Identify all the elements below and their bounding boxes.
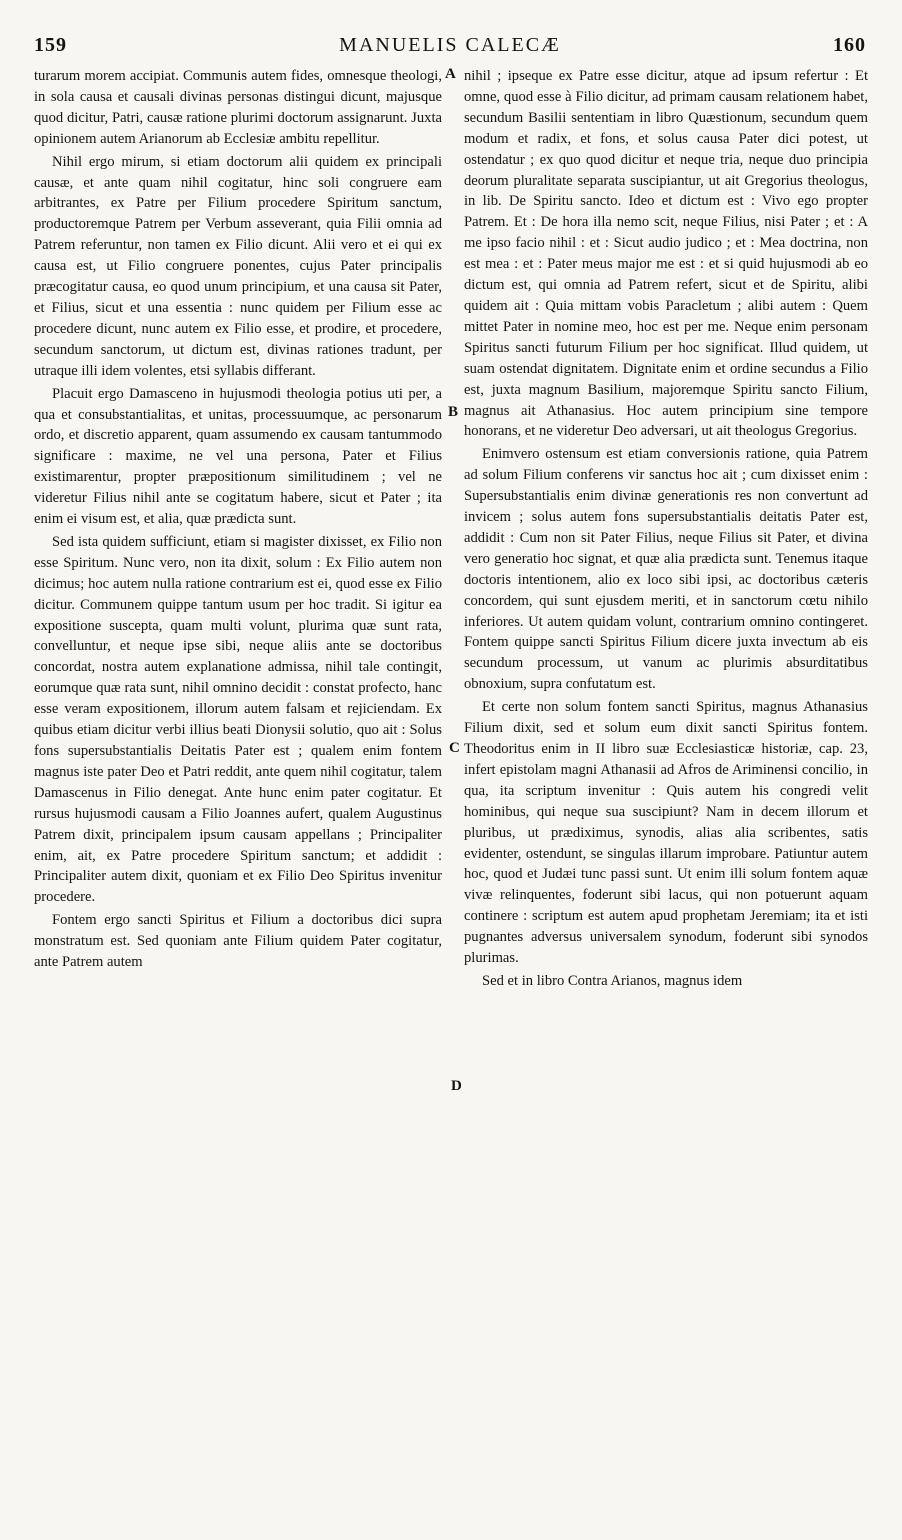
paragraph: Sed et in libro Contra Arianos, magnus idem xyxy=(482,972,743,989)
paragraph: Sed ista quidem sufficiunt, etiam si magister dixisset, ex Filio non esse Spiritum. Nunc vero, non ita dixit, solum : Ex Filio autem non dicimus; hoc autem nulla ratione contrarium est ei, quod esse ex Filio dicitur. Communem quippe tantum usum per hoc tradit. Si igitur ea expositione suscepta, quam multi volunt, plurima quæ sunt rata, convelluntur, et neque ipse sibi, neque aliis ante se doctoribus concordat, nostra autem explanatione admissa, nihil tale contingit, eorumque quæ rata sunt, nihil omnino decidit : constat profecto, hanc esse veram expositionem, illorum autem falsam et rejiciendam. Ex quibus etiam dicitur verbi illius beati Dionysii solutio, quo ait : Solus fons supersubstantialis Deitatis Pater est ; qualem enim fontem magnus iste pater Deo et Patri reddit, ante quem nihil cogitatur, talem Damascenus in Filio denegat. Ante hunc enim pater cogitatur. Et rursus hujusmodi causam a Filio Joannes aufert, qualem Augustinus Patrem dixit, principalem ipsum causam appellans ; Principaliter enim, ait, ex Patre procedere Spiritum sanctum; et addidit : Principaliter autem dixit, quoniam et ex Filio Deo Spiritus invenitur procedere. xyxy=(34,533,442,906)
left-column xyxy=(34,66,442,973)
paragraph: Placuit ergo Damasceno in hujusmodi theologia potius uti per, a qua et consubstantialitas, et unitas, processuumque, ac personarum ordo, et discretio apparent, quam assumendo ex causam tantummodo significare : maxime, ne vel una persona, Pater et Filius existimarentur, propter præpositionum similitudinem ; vel ne videretur Filius nihil ante se cogitatum habere, sicut et Pater ; ita enim ei visum est, et alia, quæ prædicta sunt. xyxy=(34,385,442,528)
margin-marker-a: A xyxy=(445,66,456,82)
paragraph: Nihil ergo mirum, si etiam doctorum alii quidem ex principali causæ, et ante quam nihil cogitatur, hinc soli congruere eam arbitrantes, ex Patre per Filium procedere Spiritum sanctum, productoremque Patrem per Verbum asseverant, quia Filii omnia ad Patrem referuntur, non tamen ex Filio dicunt. Alii vero et ei qui ex causa est, ut Filio congruere ponentes, cujus Pater principalis præcogitatur causa, eo quod unum principium, et una causa sit Pater, et Filius, sicut et una essentia : nunc quidem per Filium esse ac procedere dicunt, nunc autem ex Filio esse, et prodire, et procedere, secundum sanctorum, ut dictum est, divinas rationes tradunt, per utraque illi idem volentes, etsi syllabis differant. xyxy=(34,153,442,379)
paragraph: nihil ; ipseque ex Patre esse dicitur, atque ad ipsum refertur : Et omne, quod esse à Filio dicitur, ad primam causam relationem habet, secundum Basilii sententiam in libro Quæstionum, secundum quem modum et radix, et fons, et solus causa Pater dici potest, ut ostendatur ; ex quo quod dicitur et neque tria, neque duo principia deorum pluralitate separata suscipiantur, ut ait Gregorius theologus, in lib. De Spiritu sancto. Ideo et dictum est : Vivo ego propter Patrem. Et : De hora illa nemo scit, neque Filius, nisi Pater ; et : A me ipso facio nihil : et : Sicut audio judico ; et : Mea doctrina, non est mea : et : Pater meus major me est : et si quid hujusmodi ab eo dictum est, qui omnia ad Patrem refert, sicut et de Spiritu, alibi quidem ait : Quia mittam vobis Paracletum ; alibi autem : Quem mittet Pater in nomine meo, hoc est per me. Neque enim personam Spiritus sancti futurum Filium per hoc significat. Illud quidem, ut suam ostendat dignitatem. Dignitate enim et ordine secundus a Filio est, juxta magnum Basilium, majoremque Spiritu sancto Filium, magnus ait Athanasius. Hoc autem principium sine tempore honorans, et ne videretur Deo adversari, ut ait theologus Gregorius. xyxy=(464,68,868,440)
right-column xyxy=(464,66,868,992)
page-number-right: 160 xyxy=(833,34,866,56)
paragraph: Enimvero ostensum est etiam conversionis ratione, quia Patrem ad solum Filium conferens vir sanctus hoc ait ; cum dixisset enim : Supersubstantialis enim divinæ generationis res non convertunt ad invicem ; solus autem fons supersubstantialis deitatis Pater est, addidit : Cum non sit Pater Filius, neque Filius sit Pater, et divina vero generatio hoc signat, et quæ alia prædicta sunt. Tenemus itaque doctoris intentionem, alio ex loco sibi ipsi, ac doctoribus cæteris concordem, qui sunt ejusdem meriti, et in sanctorum cœtu nihilo inferiores. Ut autem quidam volunt, contrarium omnino contingeret. Fontem quippe sancti Spiritus Filium dicere juxta invectum ab eis secundum processum, ut vanum ac plurimis absurditatibus obnoxium, supra confutatum est. xyxy=(464,446,868,693)
paragraph: Et certe non solum fontem sancti Spiritus, magnus Athanasius Filium dixit, sed et solum eum dixit sancti Spiritus fontem. Theodoritus enim in II libro suæ Ecclesiasticæ historiæ, cap. 23, infert epistolam magni Athanasii ad Afros de Ariminensi concilio, in qua, ita scriptum invenitur : Quis autem his congredi velit hominibus, qui neque sua suscipiunt? Nam in decem illorum et pluribus, ut prædiximus, synodis, alias alia scribentes, satis evidenter, ostendunt, se singulas illarum improbare. Patiuntur autem hoc, quod et Judæi tunc passi sunt. Ut enim illi solum fontem aquæ vivæ relinquentes, foderunt sibi lacus, qui non potuerunt aquam continere : scriptum est autem apud prophetam Jeremiam; ita et isti pugnantes adversus universalem synodum, foderunt sibi synodos plurimas. xyxy=(464,699,868,967)
margin-marker-d: D xyxy=(451,1078,462,1094)
page-header xyxy=(34,34,866,64)
margin-marker-b: B xyxy=(448,404,459,420)
running-title: MANUELIS CALECÆ xyxy=(339,34,561,56)
paragraph: Fontem ergo sancti Spiritus et Filium a doctoribus dici supra monstratum est. Sed quoniam ante Filium quidem Pater cogitatur, ante Patrem autem xyxy=(34,912,442,971)
margin-marker-c: C xyxy=(449,740,460,756)
page-number-left: 159 xyxy=(34,34,67,56)
paragraph: turarum morem accipiat. Communis autem fides, omnesque theologi, in sola causa et causali divinas personas distingui dicunt, majusque quod dicitur, Patri, causæ ratione plurimi doctorum assignarunt. Juxta opinionem autem Arianorum ab Ecclesiæ ambitu repellitur. xyxy=(34,68,442,147)
